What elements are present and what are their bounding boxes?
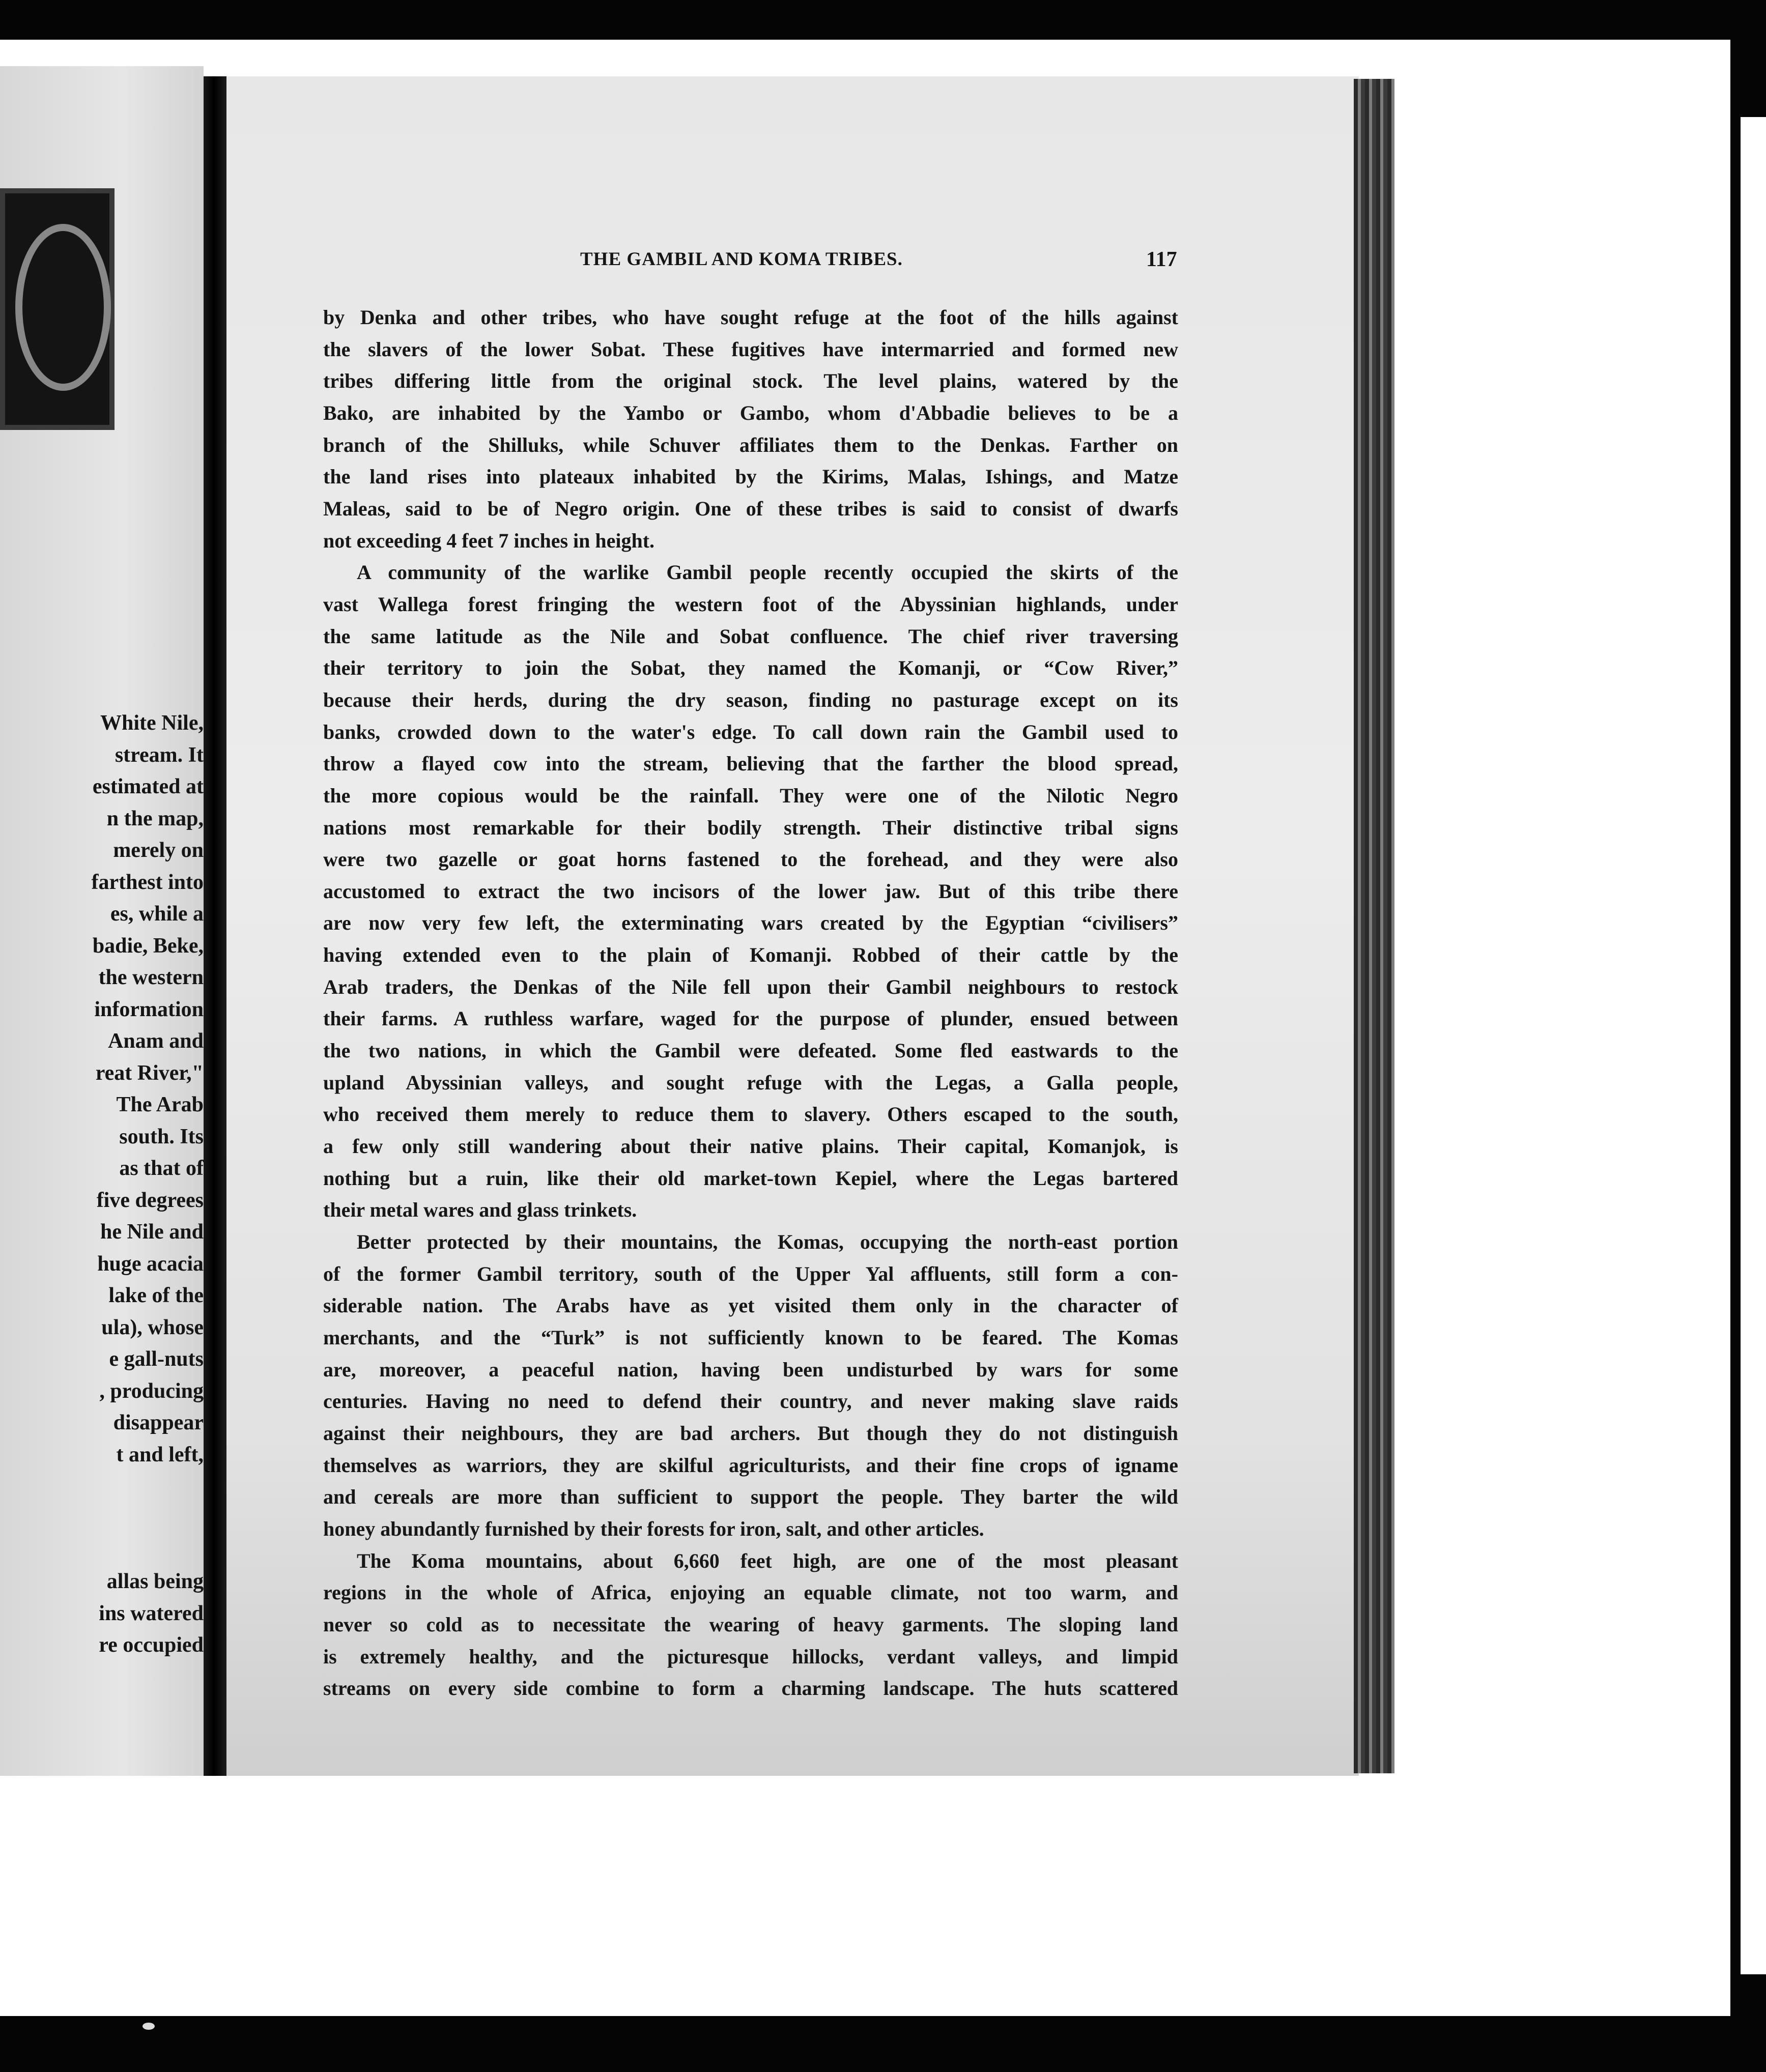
- left-fragment-line: huge acacia: [97, 1252, 204, 1276]
- left-fragment-line: es, while a: [110, 902, 204, 926]
- ornament-swirl-icon: [15, 224, 111, 391]
- book-gutter: [204, 76, 229, 1776]
- left-fragment-line: The Arab: [116, 1093, 204, 1116]
- scan-speck: [143, 2023, 155, 2030]
- text-line: the more copious would be the rainfall. They were one of the Nilotic Negro: [323, 784, 1178, 807]
- text-line: their farms. A ruthless warfare, waged for the purpose of plunder, ensued between: [323, 1007, 1178, 1030]
- text-line: not exceeding 4 feet 7 inches in height.: [323, 529, 655, 552]
- text-line: merchants, and the “Turk” is not sufficiently known to be feared. The Komas: [323, 1326, 1178, 1349]
- text-line: of the former Gambil territory, south of the Upper Yal affluents, still form a con-: [323, 1262, 1178, 1285]
- text-line: their territory to join the Sobat, they named the Komanji, or “Cow River,”: [323, 656, 1178, 680]
- left-fragment-line: t and left,: [116, 1443, 204, 1466]
- left-fragment-line: the western: [98, 966, 204, 989]
- paragraph: [323, 302, 1178, 557]
- text-line: siderable nation. The Arabs have as yet visited them only in the character of: [323, 1294, 1178, 1317]
- text-line: throw a flayed cow into the stream, believing that the farther the blood spread,: [323, 752, 1178, 775]
- left-fragment-line: badie, Beke,: [92, 934, 204, 958]
- left-fragment-line: reat River,": [95, 1061, 204, 1085]
- text-line: are, moreover, a peaceful nation, having been undisturbed by wars for some: [323, 1358, 1178, 1381]
- text-line: because their herds, during the dry season, finding no pasturage except on its: [323, 688, 1178, 711]
- left-fragment-line: disappear: [113, 1411, 204, 1434]
- text-line: branch of the Shilluks, while Schuver affiliates them to the Denkas. Farther on: [323, 433, 1178, 456]
- text-line: a few only still wandering about their native plains. Their capital, Komanjok, is: [323, 1135, 1178, 1158]
- scan-border-bottom: [0, 2016, 1766, 2072]
- text-line: centuries. Having no need to defend their country, and never making slave raids: [323, 1390, 1178, 1413]
- left-fragment-line: , producing: [99, 1379, 204, 1403]
- left-fragment-line: merely on: [113, 839, 204, 862]
- text-line: who received them merely to reduce them to slavery. Others escaped to the south,: [323, 1103, 1178, 1126]
- paragraph: [323, 1226, 1178, 1545]
- running-header: THE GAMBIL AND KOMA TRIBES.: [580, 249, 903, 270]
- text-line: upland Abyssinian valleys, and sought refuge with the Legas, a Galla people,: [323, 1071, 1178, 1094]
- left-fragment-line: he Nile and: [100, 1220, 204, 1244]
- text-line: Maleas, said to be of Negro origin. One of these tribes is said to consist of dwarfs: [323, 497, 1178, 520]
- paragraph: [323, 1545, 1178, 1705]
- page-edge-stack: [1354, 79, 1394, 1773]
- ornament-illustration: [0, 188, 115, 430]
- scan-border-top: [0, 0, 1766, 40]
- text-line: never so cold as to necessitate the wearing of heavy garments. The sloping land: [323, 1613, 1178, 1636]
- text-line: accustomed to extract the two incisors of the lower jaw. But of this tribe there: [323, 879, 1178, 903]
- text-line: A community of the warlike Gambil people recently occupied the skirts of the: [357, 561, 1178, 584]
- text-line: vast Wallega forest fringing the western foot of the Abyssinian highlands, under: [323, 592, 1178, 616]
- left-fragment-line: Anam and: [108, 1029, 204, 1053]
- text-line: nations most remarkable for their bodily strength. Their distinctive tribal signs: [323, 816, 1178, 839]
- text-line: the same latitude as the Nile and Sobat confluence. The chief river traversing: [323, 624, 1178, 648]
- page-number: 117: [1146, 248, 1177, 271]
- left-fragment-line: farthest into: [91, 870, 204, 894]
- left-page-text: [0, 707, 204, 1661]
- left-fragment-line: stream. It: [115, 743, 204, 767]
- left-fragment-line: ula), whose: [101, 1315, 204, 1339]
- text-line: is extremely healthy, and the picturesque hillocks, verdant valleys, and limpid: [323, 1645, 1178, 1668]
- text-line: and cereals are more than sufficient to support the people. They barter the wild: [323, 1485, 1178, 1509]
- left-fragment-line: n the map,: [106, 807, 204, 830]
- scan-margin: [1741, 117, 1766, 1974]
- left-fragment-line: White Nile,: [100, 711, 204, 735]
- text-line: having extended even to the plain of Komanji. Robbed of their cattle by the: [323, 943, 1178, 967]
- text-line: the two nations, in which the Gambil were defeated. Some fled eastwards to the: [323, 1039, 1178, 1062]
- text-line: Bako, are inhabited by the Yambo or Gambo, whom d'Abbadie believes to be a: [323, 401, 1178, 424]
- text-line: are now very few left, the exterminating wars created by the Egyptian “civilisers”: [323, 911, 1178, 935]
- text-line: their metal wares and glass trinkets.: [323, 1198, 637, 1222]
- text-line: Arab traders, the Denkas of the Nile fell upon their Gambil neighbours to restock: [323, 975, 1178, 998]
- text-line: the slavers of the lower Sobat. These fugitives have intermarried and formed new: [323, 337, 1178, 361]
- left-fragment-line: south. Its: [119, 1125, 204, 1148]
- text-line: banks, crowded down to the water's edge. To call down rain the Gambil used to: [323, 720, 1178, 743]
- text-line: themselves as warriors, they are skilful agriculturists, and their fine crops of igname: [323, 1453, 1178, 1477]
- left-fragment-line: estimated at: [92, 775, 204, 798]
- left-fragment-line: five degrees: [96, 1188, 204, 1212]
- text-line: honey abundantly furnished by their forests for iron, salt, and other articles.: [323, 1517, 984, 1540]
- text-line: The Koma mountains, about 6,660 feet high, are one of the most pleasant: [357, 1549, 1178, 1572]
- text-line: streams on every side combine to form a charming landscape. The huts scattered: [323, 1677, 1178, 1700]
- text-line: regions in the whole of Africa, enjoying an equable climate, not too warm, and: [323, 1581, 1178, 1604]
- left-fragment-line: allas being: [106, 1570, 204, 1593]
- body-text: [323, 302, 1178, 1705]
- text-line: tribes differing little from the original stock. The level plains, watered by the: [323, 369, 1178, 393]
- text-line: by Denka and other tribes, who have sought refuge at the foot of the hills against: [323, 306, 1178, 329]
- left-fragment-gap: [0, 1471, 204, 1566]
- paragraph: [323, 557, 1178, 1226]
- text-line: nothing but a ruin, like their old market-town Kepiel, where the Legas bartered: [323, 1166, 1178, 1190]
- text-line: against their neighbours, they are bad archers. But though they do not distinguish: [323, 1421, 1178, 1445]
- left-fragment-line: ins watered: [99, 1601, 204, 1625]
- left-fragment-line: information: [94, 997, 204, 1021]
- left-fragment-line: as that of: [119, 1157, 204, 1180]
- text-line: were two gazelle or goat horns fastened to the forehead, and they were also: [323, 848, 1178, 871]
- text-line: Better protected by their mountains, the Komas, occupying the north-east portion: [357, 1230, 1178, 1254]
- left-fragment-line: e gall-nuts: [109, 1347, 204, 1371]
- left-fragment-line: re occupied: [99, 1633, 204, 1657]
- text-line: the land rises into plateaux inhabited by the Kirims, Malas, Ishings, and Matze: [323, 465, 1178, 488]
- left-fragment-line: lake of the: [108, 1284, 204, 1307]
